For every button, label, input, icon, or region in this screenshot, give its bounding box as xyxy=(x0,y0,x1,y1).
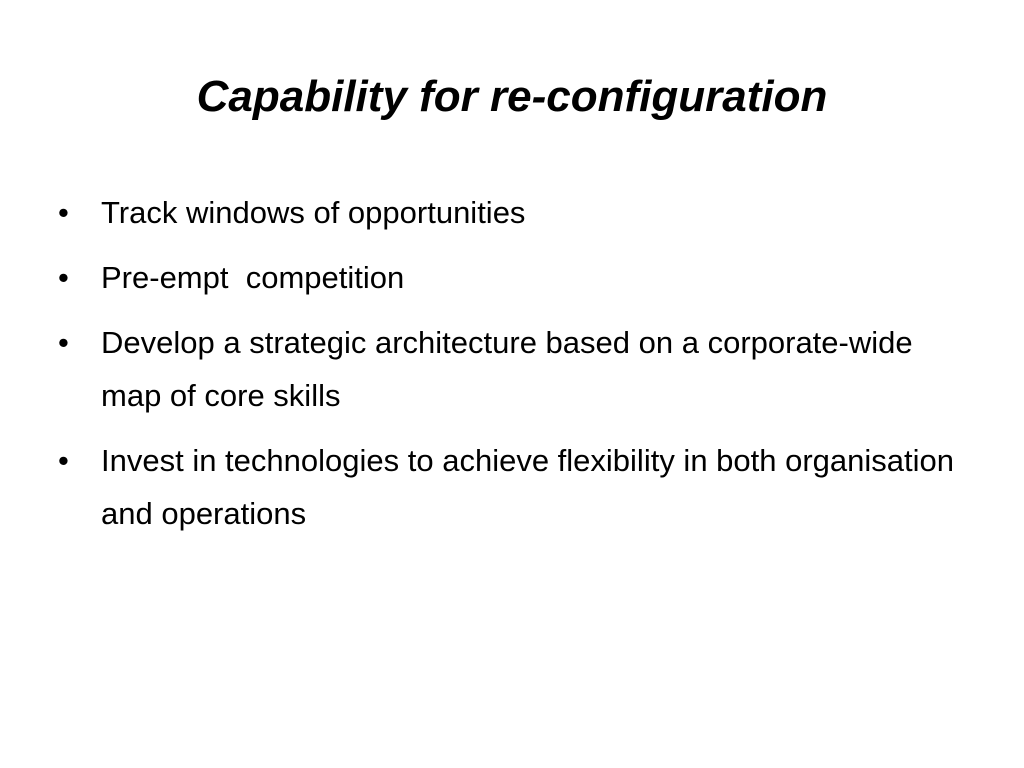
list-item xyxy=(58,434,963,540)
bullet-text: Track windows of opportunities xyxy=(101,195,526,230)
bullet-text: Invest in technologies to achieve flexibility in both organisation and operations xyxy=(101,443,963,531)
list-item xyxy=(58,186,958,239)
bullet-text: Develop a strategic architecture based on a corporate-wide map of core skills xyxy=(101,325,922,413)
bullet-icon: • xyxy=(58,443,69,478)
slide-title: Capability for re-configuration xyxy=(196,72,828,121)
list-item xyxy=(58,251,958,304)
bullet-icon: • xyxy=(58,195,69,230)
bullet-text: Pre-empt competition xyxy=(101,260,405,295)
list-item xyxy=(58,316,958,422)
bullet-icon: • xyxy=(58,325,69,360)
bullet-list xyxy=(58,186,963,552)
bullet-icon: • xyxy=(58,260,69,295)
